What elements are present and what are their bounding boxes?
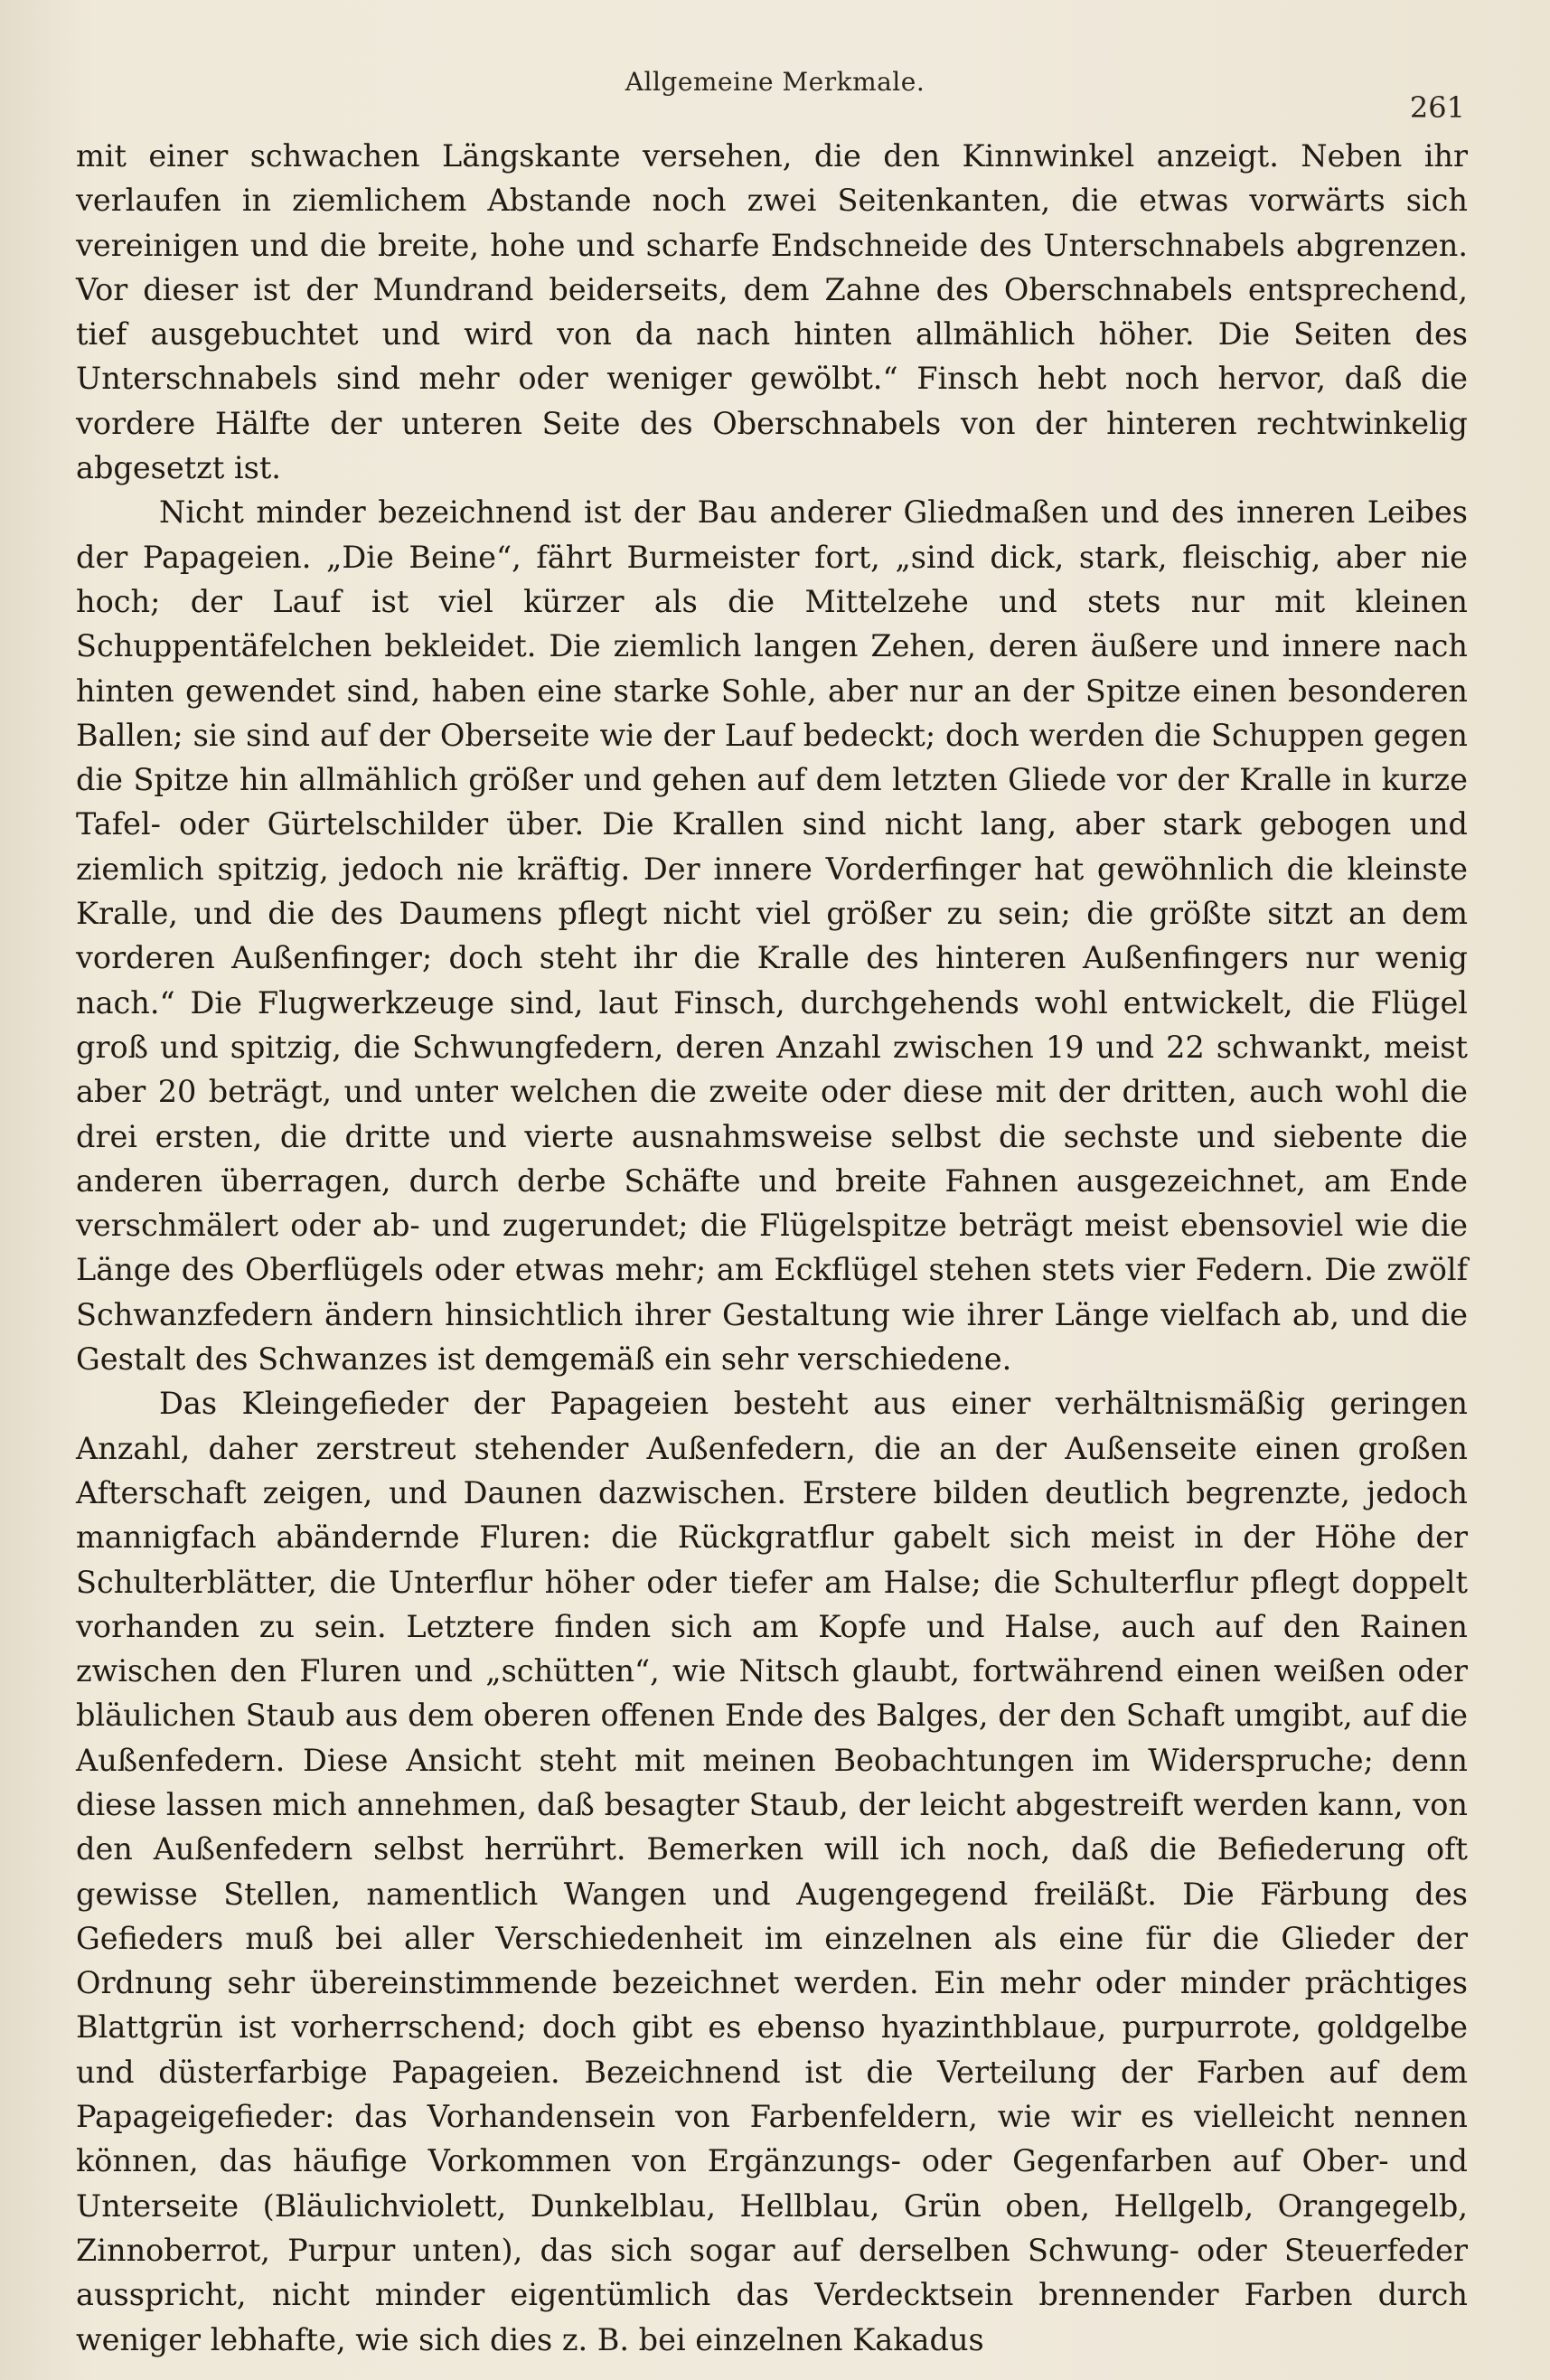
page-number: 261 bbox=[1409, 90, 1465, 125]
running-head: Allgemeine Merkmale. bbox=[625, 67, 925, 97]
paragraph-limbs: Nicht minder bezeichnend ist der Bau anderer Gliedmaßen und des inneren Leibes der Papageien. „Die Beine“, fährt Burmeister fort, „sind dick, stark, fleischig, aber nie hoch; der Lauf ist viel kürzer als die Mittelzehe und stets nur mit kleinen Schuppentäfelchen bekleidet. Die ziemlich langen Zehen, deren äußere und innere nach hinten gewendet sind, haben eine starke Sohle, aber nur an der Spitze einen besonderen Ballen; sie sind auf der Oberseite wie der Lauf bedeckt; doch werden die Schuppen gegen die Spitze hin allmählich größer und gehen auf dem letzten Gliede vor der Kralle in kurze Tafel- oder Gürtelschilder über. Die Krallen sind nicht lang, aber stark gebogen und ziemlich spitzig, jedoch nie kräftig. Der innere Vorderfinger hat gewöhnlich die kleinste Kralle, und die des Daumens pflegt nicht viel größer zu sein; die größte sitzt an dem vorderen Außenfinger; doch steht ihr die Kralle des hinteren Außenfingers nur wenig nach.“ Die Flugwerkzeuge sind, laut Finsch, durchgehends wohl entwickelt, die Flügel groß und spitzig, die Schwungfedern, deren Anzahl zwischen 19 und 22 schwankt, meist aber 20 beträgt, und unter welchen die zweite oder diese mit der dritten, auch wohl die drei ersten, die dritte und vierte ausnahmsweise selbst die sechste und siebente die anderen überragen, durch derbe Schäfte und breite Fahnen ausgezeichnet, am Ende verschmälert oder ab- und zugerundet; die Flügelspitze beträgt meist ebensoviel wie die Länge des Oberflügels oder etwas mehr; am Eckflügel stehen stets vier Federn. Die zwölf Schwanzfedern ändern hinsichtlich ihrer Gestaltung wie ihrer Länge vielfach ab, und die Gestalt des Schwanzes ist demgemäß ein sehr verschiedene. bbox=[76, 494, 1468, 1378]
paragraph-continuation: mit einer schwachen Längskante versehen, die den Kinnwinkel anzeigt. Neben ihr verlaufen in ziemlichem Abstande noch zwei Seitenkanten, die etwas vorwärts sich vereinigen und die breite, hohe und scharfe Endschneide des Unterschnabels abgrenzen. Vor dieser ist der Mundrand beiderseits, dem Zahne des Oberschnabels entsprechend, tief ausgebuchtet und wird von da nach hinten allmählich höher. Die Seiten des Unterschnabels sind mehr oder weniger gewölbt.“ Finsch hebt noch hervor, daß die vordere Hälfte der unteren Seite des Oberschnabels von der hinteren rechtwinkelig abgesetzt ist. bbox=[76, 138, 1468, 486]
body-text bbox=[76, 134, 1468, 2362]
paragraph-plumage: Das Kleingefieder der Papageien besteht aus einer verhältnismäßig geringen Anzahl, daher zerstreut stehender Außenfedern, die an der Außenseite einen großen Afterschaft zeigen, und Daunen dazwischen. Erstere bilden deutlich begrenzte, jedoch mannigfach abändernde Fluren: die Rückgratflur gabelt sich meist in der Höhe der Schulterblätter, die Unterflur höher oder tiefer am Halse; die Schulterflur pflegt doppelt vorhanden zu sein. Letztere finden sich am Kopfe und Halse, auch auf den Rainen zwischen den Fluren und „schütten“, wie Nitsch glaubt, fortwährend einen weißen oder bläulichen Staub aus dem oberen offenen Ende des Balges, der den Schaft umgibt, auf die Außenfedern. Diese Ansicht steht mit meinen Beobachtungen im Widerspruche; denn diese lassen mich annehmen, daß besagter Staub, der leicht abgestreift werden kann, von den Außenfedern selbst herrührt. Bemerken will ich noch, daß die Befiederung oft gewisse Stellen, namentlich Wangen und Augengegend freiläßt. Die Färbung des Gefieders muß bei aller Verschiedenheit im einzelnen als eine für die Glieder der Ordnung sehr übereinstimmende bezeichnet werden. Ein mehr oder minder prächtiges Blattgrün ist vorherrschend; doch gibt es ebenso hyazinthblaue, purpurrote, goldgelbe und düsterfarbige Papageien. Bezeichnend ist die Verteilung der Farben auf dem Papageigefieder: das Vorhandensein von Farbenfeldern, wie wir es vielleicht nennen können, das häufige Vorkommen von Ergänzungs- oder Gegenfarben auf Ober- und Unterseite (Bläulichviolett, Dunkelblau, Hellblau, Grün oben, Hellgelb, Orangegelb, Zinnoberrot, Purpur unten), das sich sogar auf derselben Schwung- oder Steuerfeder ausspricht, nicht minder eigentümlich das Verdecktsein brennender Farben durch weniger lebhafte, wie sich dies z. B. bei einzelnen Kakadus bbox=[76, 1386, 1468, 2357]
